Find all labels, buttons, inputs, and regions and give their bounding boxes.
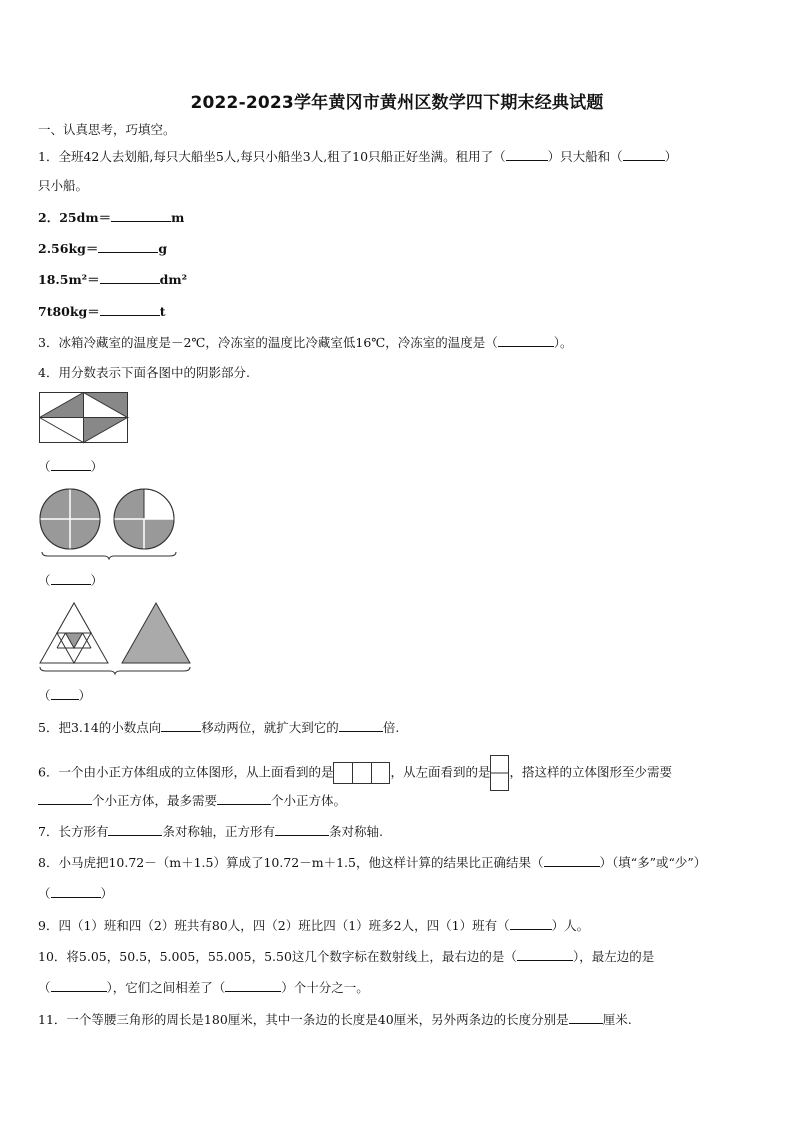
q6-left-view-figure (490, 755, 509, 791)
q10-text-b: ），最左边的是 (572, 949, 655, 964)
q7-number: 7． (38, 824, 59, 839)
q9-text-a: 四（1）班和四（2）班共有80人，四（2）班比四（1）班多2人，四（1）班有（ (58, 918, 510, 933)
q7-text-b: 条对称轴，正方形有 (162, 824, 275, 839)
q1-text-a: 全班42人去划船,每只大船坐5人,每只小船坐3人,租了10只船正好坐满。租用了（ (58, 149, 506, 164)
question-2-line-1 (38, 209, 184, 226)
question-7 (38, 823, 383, 840)
q7-text-c: 条对称轴. (328, 824, 383, 839)
q4-figure-rectangle (39, 392, 129, 444)
q2-l2-text: 2.56kg＝ (38, 241, 99, 256)
question-2-line-4 (38, 303, 166, 320)
q4-a2-open: （ (38, 573, 51, 588)
question-4 (38, 365, 250, 381)
q9-text-b: ）人。 (551, 918, 590, 933)
q2-l2-unit: g (158, 241, 168, 256)
q10-blank-3[interactable] (225, 979, 281, 992)
q5-number: 5． (38, 720, 59, 735)
q10-text-d: ），它们之间相差了（ (106, 980, 226, 995)
section-heading: 一、认真思考，巧填空。 (38, 122, 176, 137)
q9-number: 9． (38, 918, 59, 933)
q4-answer-3 (38, 687, 91, 704)
q8-blank-2[interactable] (51, 885, 101, 898)
q8-number: 8． (38, 855, 59, 870)
q6-text-c: ，搭这样的立体图形至少需要 (509, 764, 672, 780)
q6-text-a: 一个由小正方体组成的立体图形，从上面看到的是 (58, 764, 334, 780)
q9-blank[interactable] (510, 917, 552, 930)
q5-blank-2[interactable] (339, 719, 383, 732)
q6-text-b: ，从左面看到的是 (390, 764, 491, 780)
q4-blank-1[interactable] (51, 458, 91, 471)
q6-number: 6． (38, 764, 59, 780)
q11-number: 11． (38, 1012, 67, 1027)
q10-blank-2[interactable] (51, 979, 107, 992)
q4-a2-close: ） (90, 573, 104, 588)
q4-answer-1 (38, 458, 103, 475)
q3-number: 3． (38, 335, 59, 350)
q5-text-b: 移动两位，就扩大到它的 (201, 720, 339, 735)
q1-blank-1[interactable] (506, 148, 548, 161)
q5-text-a: 把3.14的小数点向 (58, 720, 162, 735)
q2-l3-text: 18.5m²＝ (38, 272, 100, 287)
question-5 (38, 719, 399, 736)
q6-text-d: 个小正方体，最多需要 (92, 793, 218, 808)
question-1 (38, 148, 677, 165)
q4-a1-open: （ (38, 459, 51, 474)
q8-text-a: 小马虎把10.72－（m＋1.5）算成了10.72－m＋1.5，他这样计算的结果比正确结果（ (58, 855, 544, 870)
q2-blank-3[interactable] (100, 271, 160, 284)
q7-blank-1[interactable] (108, 823, 162, 836)
q1-text-c: ） (664, 149, 678, 164)
q1-number: 1． (38, 149, 59, 164)
q2-l4-text: 7t80kg＝ (38, 304, 100, 319)
question-6-cont (38, 792, 346, 809)
q2-blank-1[interactable] (111, 209, 171, 222)
q4-a1-close: ） (90, 459, 104, 474)
q5-text-c: 倍. (382, 720, 400, 735)
page-title: 2022-2023学年黄冈市黄州区数学四下期末经典试题 (190, 93, 604, 113)
q4-blank-2[interactable] (51, 572, 91, 585)
q10-number: 10． (38, 949, 67, 964)
question-9 (38, 917, 589, 934)
q2-l1-unit: m (171, 210, 185, 225)
q2-number: 2． (38, 210, 60, 225)
q11-blank[interactable] (569, 1011, 603, 1024)
q5-blank-1[interactable] (161, 719, 201, 732)
q4-text: 用分数表示下面各图中的阴影部分. (58, 365, 250, 380)
q10-text-a: 将5.05，50.5，5.005，55.005，5.50这几个数字标在数射线上，最右边的是（ (66, 949, 517, 964)
q8-text-c: （ (38, 886, 51, 901)
q4-answer-2 (38, 572, 103, 589)
question-2-line-3 (38, 271, 187, 288)
question-11 (38, 1011, 632, 1028)
q1-text-b: ）只大船和（ (547, 149, 623, 164)
question-3 (38, 334, 573, 351)
q2-blank-4[interactable] (100, 303, 160, 316)
q3-text-a: 冰箱冷藏室的温度是－2℃，冷冻室的温度比冷藏室低16℃，冷冻室的温度是（ (58, 335, 498, 350)
q3-blank[interactable] (498, 334, 554, 347)
q4-blank-3[interactable] (51, 687, 79, 700)
q2-l4-unit: t (159, 304, 166, 319)
q8-blank-1[interactable] (544, 854, 600, 867)
question-2-line-2 (38, 240, 167, 257)
q2-l3-unit: dm² (159, 272, 188, 287)
question-10-cont (38, 979, 369, 996)
q7-text-a: 长方形有 (58, 824, 109, 839)
q8-text-d: ） (100, 886, 114, 901)
question-8 (38, 854, 706, 871)
q1-blank-2[interactable] (623, 148, 665, 161)
q10-text-e: ）个十分之一。 (281, 980, 369, 995)
q10-blank-1[interactable] (517, 948, 573, 961)
question-10 (38, 948, 654, 965)
q11-text-a: 一个等腰三角形的周长是180厘米，其中一条边的长度是40厘米，另外两条边的长度分别是 (66, 1012, 569, 1027)
question-8-cont (38, 885, 113, 902)
q6-text-e: 个小正方体。 (271, 793, 347, 808)
q10-text-c: （ (38, 980, 51, 995)
q2-l1-text: 25dm＝ (59, 210, 112, 225)
q8-text-b: ）（填“多”或“少”） (599, 855, 707, 870)
q6-blank-1[interactable] (38, 792, 92, 805)
question-6 (38, 755, 672, 791)
question-1-cont: 只小船。 (38, 178, 89, 193)
q4-a3-close: ） (78, 688, 92, 703)
q4-figure-circles (38, 488, 180, 560)
q3-text-b: ）。 (553, 335, 573, 350)
q11-text-b: 厘米. (602, 1012, 632, 1027)
q4-a3-open: （ (38, 688, 51, 703)
q6-top-view-figure (333, 762, 390, 784)
q4-number: 4． (38, 365, 59, 380)
q2-blank-2[interactable] (98, 240, 158, 253)
q4-figure-triangles (38, 601, 196, 679)
q6-blank-2[interactable] (217, 792, 271, 805)
q7-blank-2[interactable] (275, 823, 329, 836)
